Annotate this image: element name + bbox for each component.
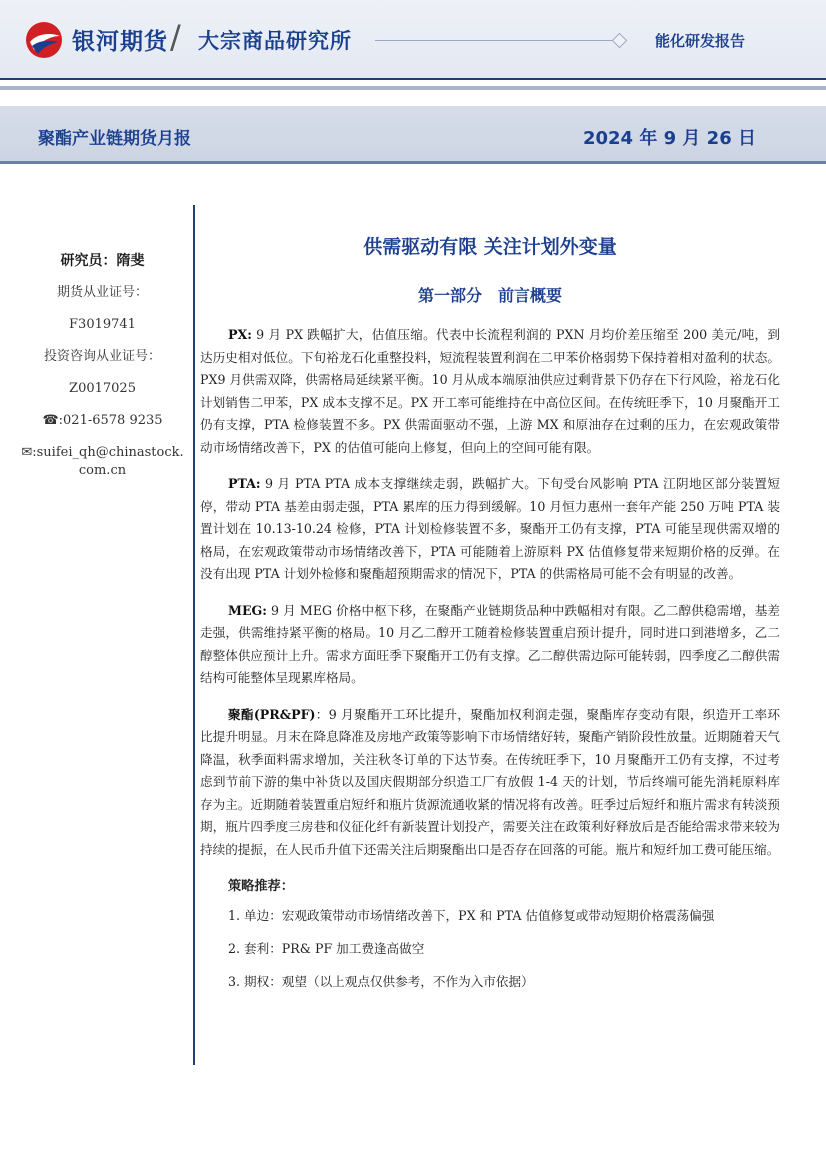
galaxy-futures-logo-icon [24, 20, 64, 60]
paragraph-lead: PTA: [228, 476, 261, 491]
paragraph-lead: 聚酯(PR&PF) [228, 706, 316, 722]
paragraph-polyester [200, 704, 780, 862]
sidebar-divider [193, 205, 195, 1065]
advisor-cert-number: Z0017025 [69, 381, 136, 396]
institute-name: 大宗商品研究所 [198, 29, 352, 53]
strategy-item: 3. 期权：观望（以上观点仅供参考，不作为入市依据） [228, 974, 534, 989]
strategy-title: 策略推荐： [228, 879, 294, 894]
header-slash: / [170, 18, 181, 56]
header-diamond-icon [612, 33, 628, 49]
header-divider [0, 78, 826, 80]
paragraph-text: 9 月 MEG 价格中枢下移，在聚酯产业链期货品种中跌幅相对有限。乙二醇供稳需增，基差走强，供需维持紧平衡的格局。10 月乙二醇开工随着检修装置重启预计提升，同时进口到港增多，乙二醇整体供应预计上升。需求方面旺季下聚酯开工仍有支撑。乙二醇供需边际可能转弱，四季度乙二醇供需结构可能整体呈现累库格局。 [200, 602, 780, 685]
paragraph-text: 9 月 PX 跌幅扩大，估值压缩。代表中长流程利润的 PXN 月均价差压缩至 200 美元/吨，到达历史相对低位。下旬裕龙石化重整投料，短流程装置利润在二甲苯价格弱势下保持着相对盈利的状态。PX9 月供需双降，供需格局延续紧平衡。10 月从成本端原油供应过剩背景下仍存在下行风险，裕龙石化计划销售二甲苯，PX 成本支撑不足。PX 开工率可能维持在中高位区间。在传统旺季下，10 月聚酯开工仍有支撑，PTA 检修装置不多。PX 供需面驱动不强，上游 MX 和原油存在过剩的压力，在宏观政策带动市场情绪改善下，PX 的估值可能向上修复，但向上的空间可能有限。 [200, 327, 780, 455]
analyst-phone: ☎:021-6578 9235 [42, 413, 163, 428]
brand-name: 银河期货 [72, 29, 168, 55]
paragraph-pta [200, 473, 780, 586]
paragraph-text: ：9 月聚酯开工环比提升，聚酯加权利润走强，聚酯库存变动有限，织造开工率环比提升明显。月末在降息降准及房地产政策等影响下市场情绪好转，聚酯产销阶段性放量。近期随着天气降温，秋季面料需求增加，关注秋冬订单的下达节奏。在传统旺季下，10 月聚酯开工仍有支撑，不过考虑到节前下游的集中补货以及国庆假期部分织造工厂有放假 1-4 天的计划，节后终端可能先消耗原料库存为主。近期随着装置重启短纤和瓶片货源流通收紧的情况将有改善。旺季过后短纤和瓶片需求有转淡预期，瓶片四季度三房巷和仪征化纤有新装置计划投产，需要关注在政策利好释放后是否能给需求带来较为持续的提振，在人民币升值下还需关注后期聚酯出口是否存在回落的可能。瓶片和短纤加工费可能压缩。 [200, 706, 780, 857]
advisor-cert-label: 投资咨询从业证号： [43, 349, 161, 364]
futures-cert-label: 期货从业证号： [56, 285, 148, 300]
main-content [200, 232, 780, 1005]
analyst-email[interactable]: ✉:suifei_qh@chinastock.com.cn [21, 445, 184, 478]
page-header [0, 0, 826, 78]
section-title: 第一部分 前言概要 [417, 286, 562, 305]
analyst-name: 研究员：隋斐 [60, 253, 145, 269]
header-divider-light [0, 86, 826, 90]
header-decor-line [375, 40, 615, 41]
futures-cert-number: F3019741 [69, 317, 136, 332]
paragraph-meg [200, 600, 780, 690]
paragraph-lead: MEG: [228, 602, 267, 618]
report-title: 聚酯产业链期货月报 [38, 129, 191, 149]
paragraph-lead: PX: [228, 327, 252, 342]
document-title: 供需驱动有限 关注计划外变量 [363, 236, 617, 258]
strategy-item: 2. 套利：PR& PF 加工费逢高做空 [228, 941, 425, 956]
report-type: 能化研发报告 [655, 32, 746, 50]
paragraph-px [200, 324, 780, 459]
report-date: 2024 年 9 月 26 日 [582, 128, 756, 149]
title-band-divider [0, 161, 826, 164]
strategy-item: 1. 单边：宏观政策带动市场情绪改善下，PX 和 PTA 估值修复或带动短期价格震荡偏强 [228, 908, 715, 923]
analyst-sidebar [20, 250, 185, 494]
paragraph-text: 9 月 PTA PTA 成本支撑继续走弱，跌幅扩大。下旬受台风影响 PTA 江阴地区部分装置短停，带动 PTA 基差由弱走强，PTA 累库的压力得到缓解。10 月恒力惠州一套年产能 250 万吨 PTA 装置计划在 10.13-10.24 检修，PTA 计划检修装置不多，聚酯开工仍有支撑，PTA 可能呈现供需双增的格局，在宏观政策带动市场情绪改善下，PTA 可能随着上游原料 PX 估值修复带来短期价格的反弹。在没有出现 PTA 计划外检修和聚酯超预期需求的情况下，PTA 的供需格局可能不会有明显的改善。 [200, 476, 780, 581]
